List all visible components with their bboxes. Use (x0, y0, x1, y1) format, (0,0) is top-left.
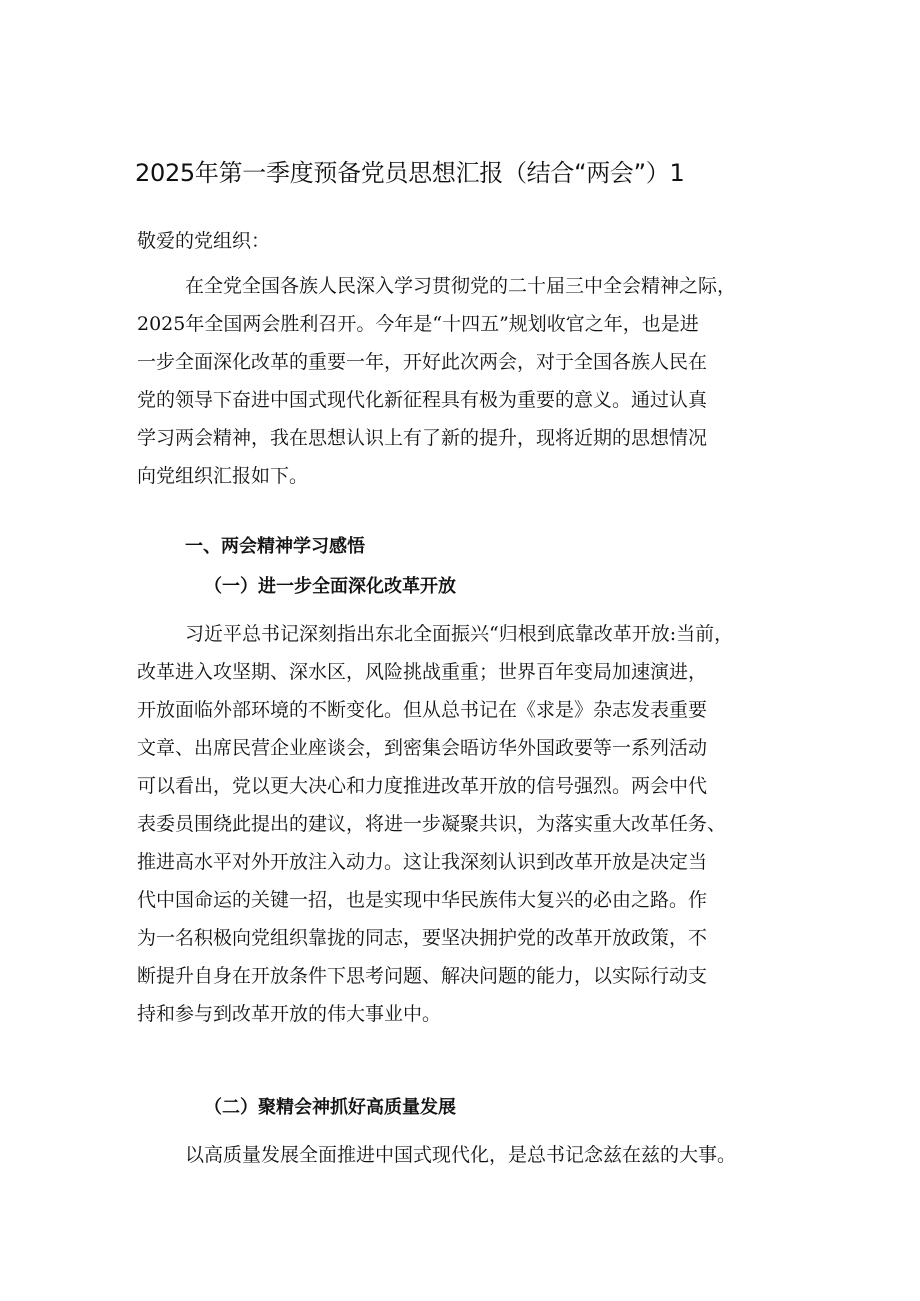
paragraph-line: 习近平总书记深刻指出东北全面振兴“归根到底靠改革开放:当前， (185, 623, 734, 645)
paragraph-line: 持和参与到改革开放的伟大事业中。 (137, 1003, 442, 1025)
subsection-heading: （一）进一步全面深化改革开放 (204, 576, 456, 597)
paragraph-line: 文章、出席民营企业座谈会，到密集会晤访华外国政要等一系列活动 (137, 737, 708, 759)
paragraph-line: 2025年全国两会胜利召开。今年是“十四五”规划收官之年，也是进 (137, 313, 699, 335)
paragraph-line: 表委员围绕此提出的建议，将进一步凝聚共识，为落实重大改革任务、 (137, 813, 727, 835)
paragraph-line: 推进高水平对外开放注入动力。这让我深刻认识到改革开放是决定当 (137, 851, 708, 873)
paragraph-line: 党的领导下奋进中国式现代化新征程具有极为重要的意义。通过认真 (137, 389, 708, 411)
paragraph-line: 断提升自身在开放条件下思考问题、解决问题的能力，以实际行动支 (137, 965, 708, 987)
subsection-paragraph (137, 1136, 827, 1174)
salutation: 敬爱的党组织： (137, 230, 271, 252)
paragraph-line: 代中国命运的关键一招，也是实现中华民族伟大复兴的必由之路。作 (137, 889, 708, 911)
paragraph-line: 开放面临外部环境的不断变化。但从总书记在《求是》杂志发表重要 (137, 699, 708, 721)
paragraph-line: 改革进入攻坚期、深水区，风险挑战重重；世界百年变局加速演进， (137, 661, 708, 683)
paragraph-line: 以高质量发展全面推进中国式现代化，是总书记念兹在兹的大事。 (185, 1144, 737, 1166)
section-heading: 一、两会精神学习感悟 (185, 536, 365, 557)
subsection-paragraph (137, 615, 827, 1033)
paragraph-line: 学习两会精神，我在思想认识上有了新的提升，现将近期的思想情况 (137, 427, 708, 449)
intro-paragraph (137, 267, 827, 495)
paragraph-line: 为一名积极向党组织靠拢的同志，要坚决拥护党的改革开放政策，不 (137, 927, 708, 949)
subsection-heading: （二）聚精会神抓好高质量发展 (204, 1097, 456, 1118)
document-title: 2025年第一季度预备党员思想汇报（结合“两会”）1 (135, 159, 685, 187)
paragraph-line: 向党组织汇报如下。 (137, 465, 309, 487)
paragraph-line: 在全党全国各族人民深入学习贯彻党的二十届三中全会精神之际， (185, 275, 737, 297)
paragraph-line: 一步全面深化改革的重要一年，开好此次两会，对于全国各族人民在 (137, 351, 708, 373)
paragraph-line: 可以看出，党以更大决心和力度推进改革开放的信号强烈。两会中代 (137, 775, 708, 797)
